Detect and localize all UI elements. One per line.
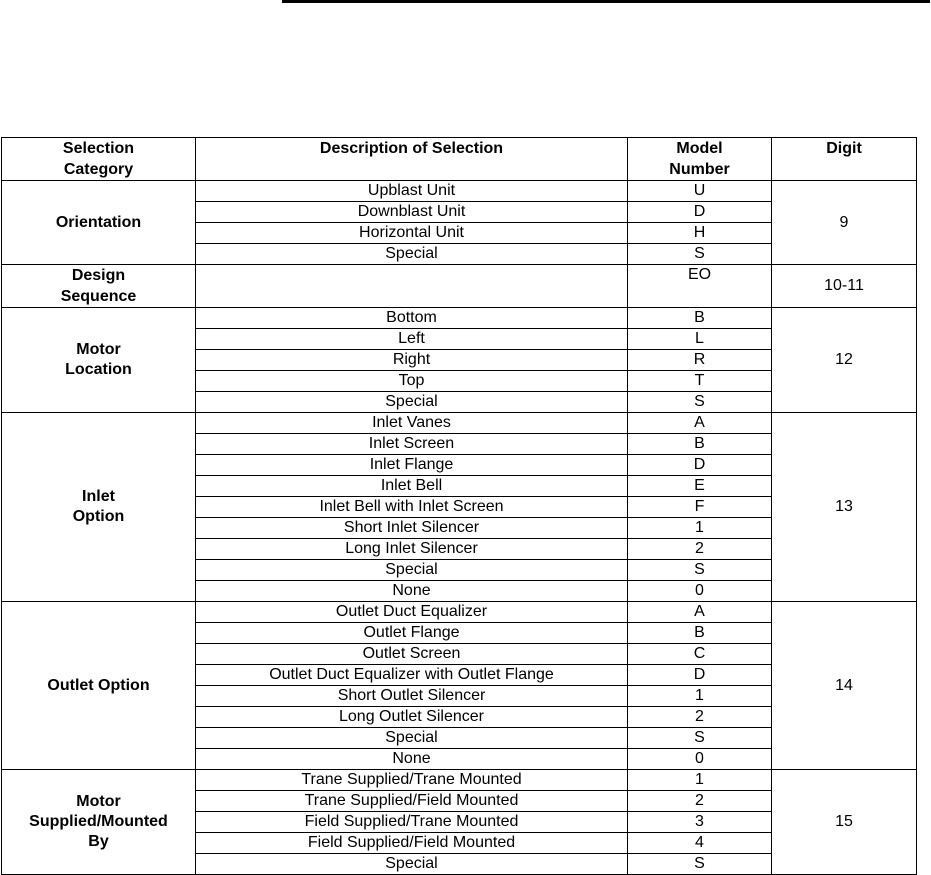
table-row <box>2 308 917 329</box>
model-number-cell: EO <box>628 265 772 308</box>
digit-cell: 15 <box>772 770 917 875</box>
model-number-cell: D <box>628 202 772 223</box>
model-number-cell: D <box>628 455 772 476</box>
description-cell: Trane Supplied/Field Mounted <box>196 791 628 812</box>
model-number-cell: S <box>628 728 772 749</box>
description-cell: Inlet Bell <box>196 476 628 497</box>
model-number-cell: R <box>628 350 772 371</box>
description-cell: Upblast Unit <box>196 181 628 202</box>
description-cell: Left <box>196 329 628 350</box>
description-cell: Inlet Flange <box>196 455 628 476</box>
description-cell: Long Outlet Silencer <box>196 707 628 728</box>
model-number-cell: B <box>628 623 772 644</box>
category-label-line: By <box>88 833 109 850</box>
model-number-table <box>1 137 917 875</box>
digit-cell: 9 <box>772 181 917 265</box>
table-body <box>2 181 917 875</box>
model-number-cell: T <box>628 371 772 392</box>
model-number-cell: F <box>628 497 772 518</box>
description-cell: Special <box>196 560 628 581</box>
category-label-line: Motor <box>76 341 121 358</box>
description-cell: Short Outlet Silencer <box>196 686 628 707</box>
description-cell: Horizontal Unit <box>196 223 628 244</box>
model-number-cell: 4 <box>628 833 772 854</box>
category-inlet-option <box>2 413 196 602</box>
model-number-cell: 1 <box>628 518 772 539</box>
header-description: Description of Selection <box>196 138 628 181</box>
header-model-number: Model Number <box>628 138 772 181</box>
table-row <box>2 602 917 623</box>
description-cell: Outlet Screen <box>196 644 628 665</box>
model-number-cell: 2 <box>628 791 772 812</box>
category-label-line: Location <box>65 361 132 378</box>
description-cell: Inlet Bell with Inlet Screen <box>196 497 628 518</box>
category-label-line: Design <box>71 267 126 284</box>
description-cell: Top <box>196 371 628 392</box>
description-cell: Right <box>196 350 628 371</box>
description-cell: Outlet Duct Equalizer with Outlet Flange <box>196 665 628 686</box>
model-number-cell: S <box>628 244 772 265</box>
model-number-cell: H <box>628 223 772 244</box>
top-rule <box>282 0 930 3</box>
model-number-cell: 2 <box>628 707 772 728</box>
category-label-line: Inlet <box>82 488 115 505</box>
model-number-cell: A <box>628 413 772 434</box>
description-cell: None <box>196 581 628 602</box>
description-cell: Short Inlet Silencer <box>196 518 628 539</box>
category-label-line: Motor <box>76 793 121 810</box>
model-number-cell: 0 <box>628 581 772 602</box>
category-orientation <box>2 181 196 265</box>
model-number-cell: E <box>628 476 772 497</box>
model-number-cell: 0 <box>628 749 772 770</box>
digit-cell: 14 <box>772 602 917 770</box>
digit-cell: 10-11 <box>772 265 917 308</box>
header-row <box>2 138 917 181</box>
category-label-line: Outlet Option <box>47 676 150 694</box>
table-row <box>2 265 917 308</box>
model-number-cell: S <box>628 854 772 875</box>
model-number-cell: 3 <box>628 812 772 833</box>
description-cell: Special <box>196 392 628 413</box>
model-number-cell: L <box>628 329 772 350</box>
model-number-cell: 1 <box>628 686 772 707</box>
category-label-line: Sequence <box>60 288 137 305</box>
model-number-cell: U <box>628 181 772 202</box>
category-label-line: Option <box>72 508 125 525</box>
header-digit: Digit <box>772 138 917 181</box>
description-cell: Bottom <box>196 308 628 329</box>
category-label-line: Supplied/Mounted <box>29 813 168 830</box>
description-cell <box>196 265 628 308</box>
category-design-sequence <box>2 265 196 308</box>
table-row <box>2 181 917 202</box>
table-row <box>2 770 917 791</box>
description-cell: Special <box>196 244 628 265</box>
description-cell: Outlet Duct Equalizer <box>196 602 628 623</box>
description-cell: Long Inlet Silencer <box>196 539 628 560</box>
description-cell: Downblast Unit <box>196 202 628 223</box>
model-number-cell: A <box>628 602 772 623</box>
description-cell: Special <box>196 728 628 749</box>
table-row <box>2 413 917 434</box>
description-cell: Inlet Vanes <box>196 413 628 434</box>
description-cell: Field Supplied/Field Mounted <box>196 833 628 854</box>
model-number-cell: B <box>628 434 772 455</box>
category-motor-supplied-mounted-by <box>2 770 196 875</box>
description-cell: Field Supplied/Trane Mounted <box>196 812 628 833</box>
description-cell: Trane Supplied/Trane Mounted <box>196 770 628 791</box>
description-cell: Inlet Screen <box>196 434 628 455</box>
model-number-cell: 2 <box>628 539 772 560</box>
digit-cell: 12 <box>772 308 917 413</box>
model-number-cell: S <box>628 560 772 581</box>
category-motor-location <box>2 308 196 413</box>
model-number-cell: D <box>628 665 772 686</box>
model-number-cell: C <box>628 644 772 665</box>
category-outlet-option <box>2 602 196 770</box>
model-number-cell: S <box>628 392 772 413</box>
header-selection-category: Selection Category <box>2 138 196 181</box>
model-number-cell: 1 <box>628 770 772 791</box>
description-cell: Special <box>196 854 628 875</box>
category-label-line: Orientation <box>55 213 142 231</box>
description-cell: None <box>196 749 628 770</box>
model-number-cell: B <box>628 308 772 329</box>
digit-cell: 13 <box>772 413 917 602</box>
description-cell: Outlet Flange <box>196 623 628 644</box>
